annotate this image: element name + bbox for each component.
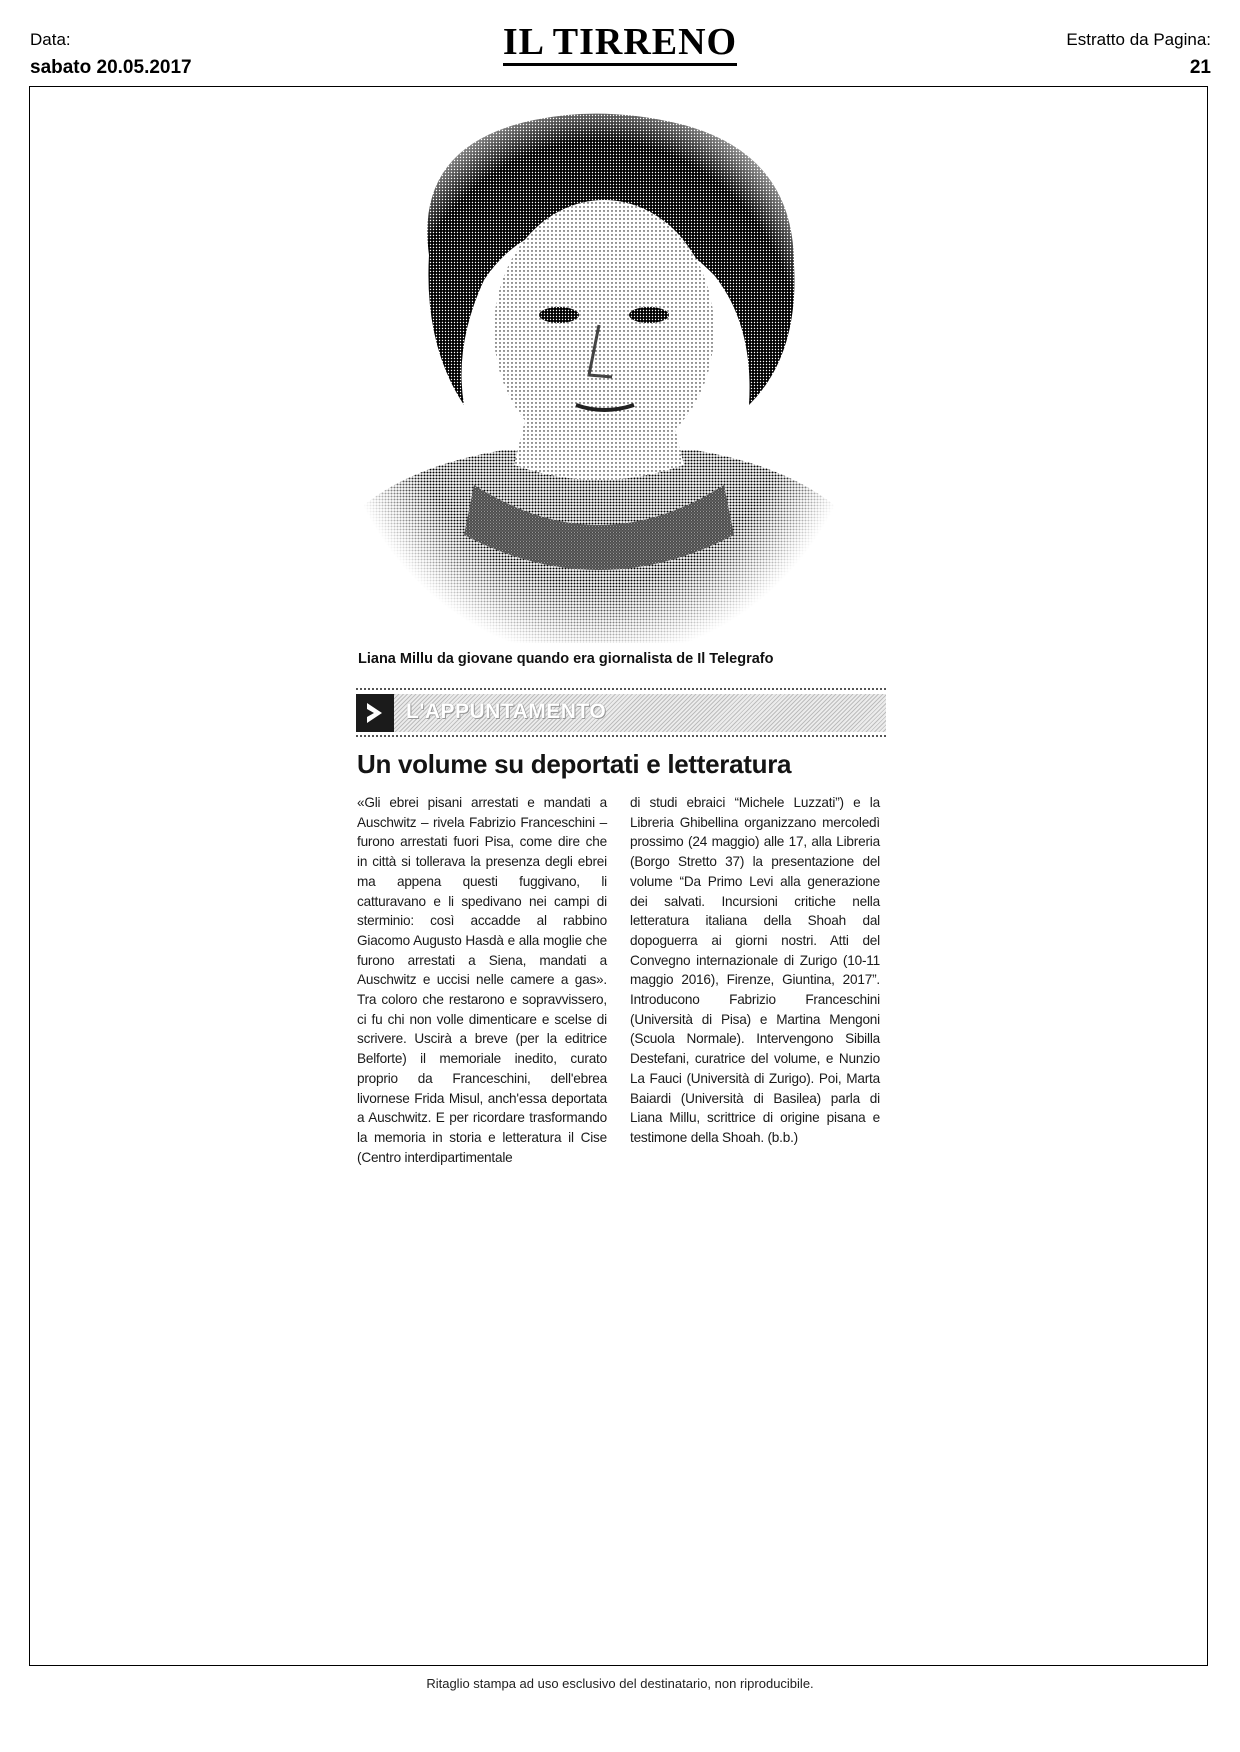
photo-caption: Liana Millu da giovane quando era giornalista de Il Telegrafo — [358, 651, 774, 667]
date-block — [30, 30, 192, 80]
dotted-rule-top — [356, 688, 886, 690]
chevron-right-icon — [356, 694, 394, 732]
date-value: sabato 20.05.2017 — [30, 57, 192, 78]
article-body-col2: di studi ebraici “Michele Luzzati”) e la Libreria Ghibellina organizzano mercoledì prossimo (24 maggio) alle 17, alla Libreria (Borgo Stretto 37) la presentazione del volume “Da Primo Levi alla generazione dei salvati. Incursioni critiche nella letteratura italiana della Shoah dal dopoguerra ai giorni nostri. Atti del Convegno internazionale di Zurigo (10-11 maggio 2016), Firenze, Giuntina, 2017”. Introducono Fabrizio Franceschini (Università di Pisa) e Martina Mengoni (Scuola Normale). Intervengono Sibilla Destefani, curatrice del volume, e Nunzio La Fauci (Università di Zurigo). Poi, Marta Baiardi (Università di Basilea) parla di Liana Millu, scrittrice di origine pisana e testimone della Shoah. (b.b.) — [630, 795, 880, 1145]
kicker-label: L'APPUNTAMENTO — [406, 700, 607, 723]
date-label: Data: — [30, 30, 71, 49]
dotted-rule-bottom — [356, 735, 886, 737]
kicker-bar — [356, 694, 886, 732]
page-number: 21 — [1189, 57, 1211, 78]
page-block — [1066, 30, 1211, 80]
portrait-photo — [354, 105, 844, 643]
article-column-2 — [630, 793, 880, 1148]
article-column-1 — [357, 793, 607, 1167]
masthead — [440, 20, 800, 64]
article-body-col1: «Gli ebrei pisani arrestati e mandati a Auschwitz – rivela Fabrizio Franceschini – furono arrestati fuori Pisa, come dire che in città si tollerava la presenza degli ebrei ma appena questi fuggivano, li catturavano e li spedivano nei campi di sterminio: così accadde al rabbino Giacomo Augusto Hasdà e alla moglie che furono arrestati a Siena, mandati a Auschwitz e uccisi nelle camere a gas». Tra coloro che restarono e sopravvissero, ci fu chi non volle dimenticare e scelse di scrivere. Uscirà a breve (per la editrice Belforte) il memoriale inedito, curato proprio da Franceschini, dell'ebrea livornese Frida Misul, anch'essa deportata a Auschwitz. E per ricordare trasformando la memoria in storia e letteratura il Cise (Centro interdipartimentale — [357, 795, 607, 1165]
page-label: Estratto da Pagina: — [1066, 30, 1211, 49]
article-headline: Un volume su deportati e letteratura — [357, 749, 792, 779]
masthead-title: IL TIRRENO — [503, 21, 737, 66]
copyright-notice: Ritaglio stampa ad uso esclusivo del destinatario, non riproducibile. — [426, 1676, 814, 1691]
